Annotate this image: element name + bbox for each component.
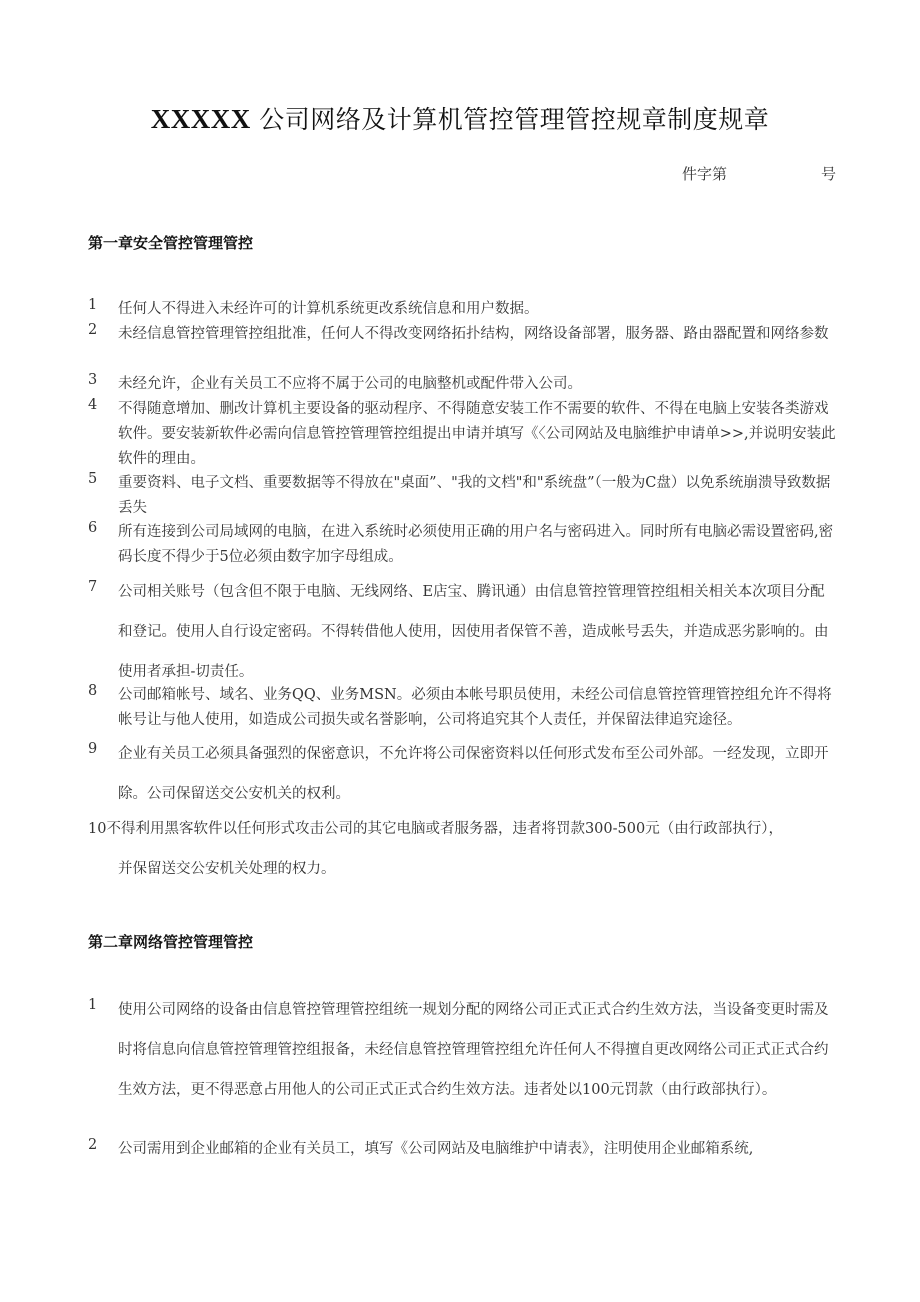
chapter-2-item-2 (88, 1137, 838, 1162)
item-text: 企业有关员工必须具备强烈的保密意识，不允许将公司保密资料以任何形式发布至公司外部。一经发现，立即开除。公司保留送交公安机关的权利。 (118, 746, 829, 802)
doc-number-suffix: 号 (821, 165, 837, 183)
item-number: 9 (88, 741, 98, 757)
item-text: 使用公司网络的设备由信息管控管理管控组统一规划分配的网络公司正式正式合约生效方法，当设备变更时需及时将信息向信息管控管理管控组报备，未经信息管控管理管控组允许任何人不得擅自更改网络公司正式正式合约生效方法，更不得恶意占用他人的公司正式正式合约生效方法。违者处以100元罚款（由行政部执行）。 (118, 1002, 829, 1098)
chapter-2-heading: 第二章网络管控管理管控 (88, 933, 254, 951)
chapter-1-item-7 (88, 572, 838, 692)
item-number: 10 (88, 821, 107, 837)
document-title (0, 100, 920, 136)
item-text: 公司需用到企业邮箱的企业有关员工，填写《公司网站及电脑维护中请表》，注明使用企业邮箱系统, (118, 1141, 754, 1157)
item-text-rest: 并保留送交公安机关处理的权力。 (118, 861, 336, 877)
item-text: 未经允许，企业有关员工不应将不属于公司的电脑整机或配件带入公司。 (118, 376, 582, 392)
chapter-1-item-2 (88, 322, 838, 347)
item-number: 5 (88, 471, 98, 487)
item-text: 不得随意增加、删改计算机主要设备的驱动程序、不得随意安装工作不需要的软件、不得在电脑上安装各类游戏软件。要安装新软件必需向信息管控管理管控组提出申请并填写《〈公司网站及电脑维护申请单>>,并说明安装此软件的理由。 (118, 401, 836, 467)
item-number: 1 (88, 297, 98, 313)
item-number: 2 (88, 1137, 98, 1153)
title-main: 公司网络及计算机管控管理管控规章制度规章 (259, 105, 770, 134)
item-text: 任何人不得进入未经许可的计算机系统更改系统信息和用户数据。 (118, 301, 539, 317)
doc-number-label: 件字第 (682, 165, 728, 183)
chapter-1-item-4 (88, 397, 838, 472)
item-text: 重要资料、电子文档、重要数据等不得放在"桌面”、"我的文档"和"系统盘”（一般为C盘）以免系统崩溃导致数据丢失 (118, 475, 831, 516)
item-number: 8 (88, 683, 98, 699)
title-prefix: XXXXX (150, 104, 251, 134)
item-number: 2 (88, 322, 98, 338)
item-text: 公司相关账号（包含但不限于电脑、无线网络、E店宝、腾讯通）由信息管控管理管控组相关相关本次项目分配和登记。使用人自行设定密码。不得转借他人使用，因使用者保管不善，造成帐号丢失，并造成恶劣影响的。由使用者承担-切责任。 (118, 584, 829, 680)
item-text: 公司邮箱帐号、域名、业务QQ、业务MSN。必须由本帐号职员使用，未经公司信息管控管理管控组允许不得将帐号让与他人使用，如造成公司损失或名誉影响，公司将追究其个人责任，并保留法律追究途径。 (118, 687, 832, 728)
item-number: 6 (88, 520, 98, 536)
chapter-1-item-5 (88, 471, 838, 521)
chapter-1-heading: 第一章安全管控管理管控 (88, 234, 254, 252)
item-text (88, 809, 838, 889)
chapter-1-item-10 (88, 809, 838, 889)
item-number: 4 (88, 397, 98, 413)
item-number: 7 (88, 579, 98, 595)
chapter-2-item-1 (88, 990, 838, 1110)
chapter-1-item-8 (88, 683, 838, 733)
chapter-1-item-1 (88, 297, 838, 322)
item-text: 未经信息管控管理管控组批准，任何人不得改变网络拓扑结构，网络设备部署，服务器、路由器配置和网络参数 (118, 326, 829, 342)
item-number: 3 (88, 372, 98, 388)
item-number: 1 (88, 997, 98, 1013)
chapter-1-item-9 (88, 734, 838, 814)
chapter-1-item-3 (88, 372, 838, 397)
item-text-first: 不得利用黑客软件以任何形式攻击公司的其它电脑或者服务器，违者将罚款300-500元（由行政部执行）， (106, 821, 783, 837)
item-text: 所有连接到公司局域网的电脑，在进入系统时必须使用正确的用户名与密码进入。同时所有电脑必需设置密码,密码长度不得少于5位必须由数字加字母组成。 (118, 524, 834, 565)
chapter-1-item-6 (88, 520, 838, 570)
